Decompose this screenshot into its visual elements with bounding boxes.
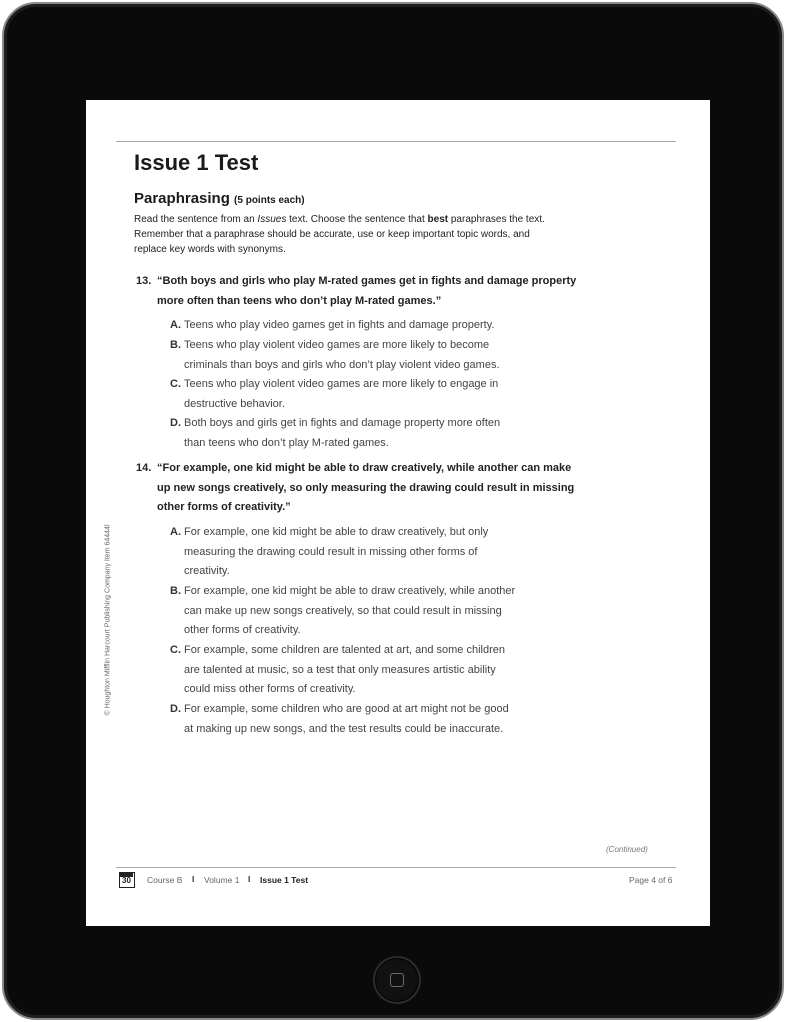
instructions-text: Remember that a paraphrase should be accurate, use or keep important topic words, and [134,229,530,240]
document-page [86,100,710,926]
option-line: can make up new songs creatively, so that could result in missing [184,604,502,617]
continued-note: (Continued) [606,845,648,854]
logo-number: 30 [122,876,131,885]
question-stem-line: more often than teens who don’t play M-rated games.” [157,294,442,307]
footer-separator: I [248,874,251,884]
page-indicator: Page 4 of 6 [629,875,673,885]
option-letter: C. [170,378,181,390]
instructions-text: paraphrases the text. [448,214,545,225]
instructions-italic: Issues [257,214,287,225]
option-13c[interactable] [170,375,499,414]
option-13b[interactable] [170,336,500,375]
option-letter: A. [170,319,181,331]
option-line: measuring the drawing could result in missing other forms of [184,545,478,558]
option-line: Teens who play violent video games are more likely to become [184,339,490,351]
option-line: For example, one kid might be able to draw creatively, while another [184,585,516,597]
option-letter: D. [170,417,181,429]
question-stem-line: other forms of creativity.” [157,501,291,513]
option-13d[interactable] [170,414,501,453]
instructions-bold: best [427,214,449,225]
copyright-credit: © Houghton Mifflin Harcourt Publishing Company Item 64444l [104,524,112,716]
footer-separator: I [192,874,195,884]
question-14 [136,459,575,518]
option-line: could miss other forms of creativity. [184,683,356,696]
instructions-text: text. Choose the sentence that [286,214,428,225]
option-line: creativity. [184,565,230,578]
option-14c[interactable] [170,641,505,700]
option-line: than teens who don’t play M-rated games. [184,436,389,449]
option-14a[interactable] [170,523,489,582]
tablet-frame [2,2,784,1020]
option-letter: B. [170,585,181,597]
option-line: destructive behavior. [184,397,285,410]
question-stem-line: up new songs creatively, so only measuring the drawing could result in missing [157,481,575,494]
instructions-text: Read the sentence from an [134,214,258,225]
option-line: For example, one kid might be able to draw creatively, but only [184,526,489,538]
question-13 [136,272,577,311]
option-line: For example, some children who are good at art might not be good [184,703,509,715]
option-line: Teens who play video games get in fights and damage property. [184,319,495,331]
footer-course: Course B [147,875,183,885]
question-stem-line: “For example, one kid might be able to draw creatively, while another can make [157,462,572,474]
publisher-logo [119,872,135,888]
footer-volume: Volume 1 [204,875,240,885]
footer-current-section: Issue 1 Test [260,875,309,885]
option-line: other forms of creativity. [184,624,301,637]
option-line: Both boys and girls get in fights and damage property more often [184,417,501,429]
question-number: 13. [136,275,152,287]
option-line: Teens who play violent video games are more likely to engage in [184,378,499,390]
instructions [134,212,634,257]
home-square-icon [390,973,404,987]
points-note: (5 points each) [234,195,305,206]
top-divider [116,141,676,142]
option-line: are talented at music, so a test that only measures artistic ability [184,663,496,676]
option-13a[interactable] [170,316,495,336]
option-letter: B. [170,339,181,351]
page-title: Issue 1 Test [134,150,259,175]
bottom-divider [116,867,676,868]
instructions-text: replace key words with synonyms. [134,244,286,255]
question-stem-line: “Both boys and girls who play M-rated games get in fights and damage property [157,275,577,287]
option-letter: D. [170,703,181,715]
option-line: at making up new songs, and the test results could be inaccurate. [184,722,504,735]
option-line: criminals than boys and girls who don’t play violent video games. [184,358,500,371]
option-line: For example, some children are talented at art, and some children [184,644,505,656]
home-button[interactable] [373,956,421,1004]
option-14d[interactable] [170,700,509,739]
section-heading [134,190,305,207]
option-letter: C. [170,644,181,656]
option-letter: A. [170,526,181,538]
question-number: 14. [136,462,152,474]
option-14b[interactable] [170,582,516,641]
section-heading-text: Paraphrasing [134,190,230,207]
